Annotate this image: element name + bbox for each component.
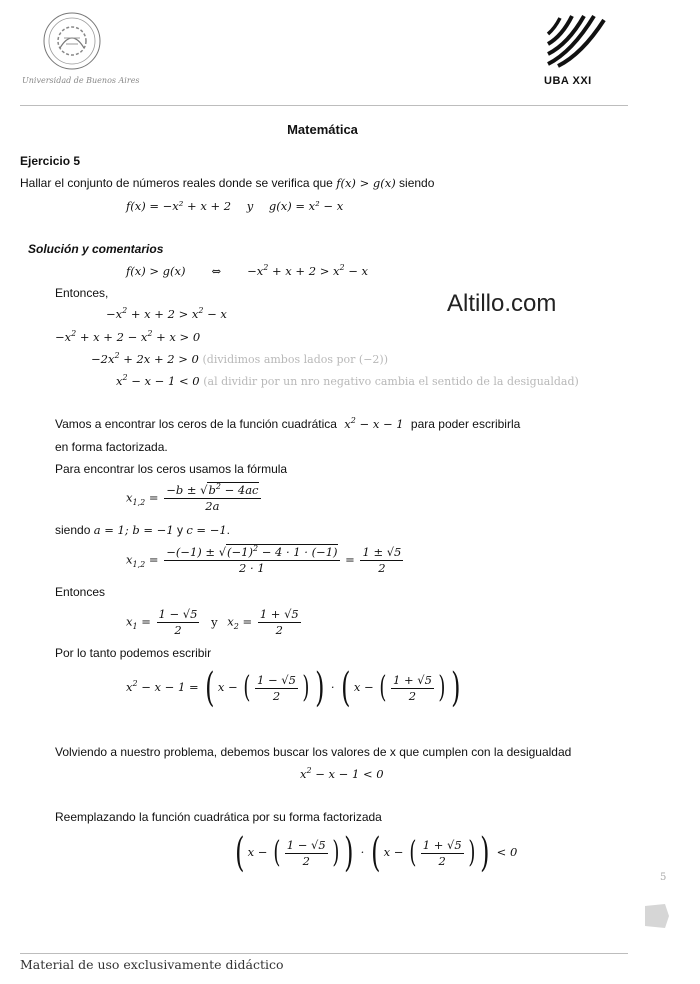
brand-label: UBA XXI bbox=[544, 75, 592, 87]
connector-y: y bbox=[246, 199, 254, 213]
roots: $x_1$ = $\frac{1 - √5}{2}$ y $x_2$ = $\frac{1 + √5}{2}$ bbox=[126, 607, 299, 637]
function-definitions bbox=[126, 199, 343, 213]
entonces-label-1: Entonces, bbox=[55, 286, 109, 300]
footer-text: Material de uso exclusivamente didáctico bbox=[20, 957, 284, 972]
watermark: Altillo.com bbox=[447, 290, 557, 317]
paragraph-zeros: Vamos a encontrar los ceros de la función cuadrática $x^2 - x - 1$ para poder escribirla bbox=[55, 416, 521, 431]
paragraph-formula: Para encontrar los ceros usamos la fórmula bbox=[55, 462, 288, 476]
coefficients-line: siendo a = 1; b = −1 y c = −1. bbox=[55, 523, 230, 537]
header-divider bbox=[20, 105, 628, 106]
factorized-form: $x^2 - x - 1$ = ( x − ( $\frac{1 - √5}{2}$ ) ) · ( x − ( $\frac{1 + √5}{2}$ ) ) bbox=[126, 665, 461, 711]
paragraph-zeros-end: para poder escribirla bbox=[410, 417, 521, 431]
exercise-title: Ejercicio 5 bbox=[20, 154, 81, 168]
paragraph-zeros-start: Vamos a encontrar los ceros de la función cuadrática bbox=[55, 417, 337, 431]
exercise-statement bbox=[20, 176, 434, 190]
volviendo-paragraph: Volviendo a nuestro problema, debemos buscar los valores de x que cumplen con la desigualdad bbox=[55, 745, 572, 759]
page-tab-icon bbox=[643, 902, 671, 935]
page-number: 5 bbox=[660, 872, 667, 883]
entonces-label-2: Entonces bbox=[55, 585, 106, 599]
statement-inequality: f(x) > g(x) bbox=[336, 176, 396, 190]
reemplazando-paragraph: Reemplazando la función cuadrática por su forma factorizada bbox=[55, 810, 382, 824]
uba-xxi-logo bbox=[544, 14, 610, 86]
note-flip-sign: (al dividir por un nro negativo cambia el sentido de la desigualdad) bbox=[203, 375, 579, 388]
statement-prefix: Hallar el conjunto de números reales donde se verifica que bbox=[20, 176, 333, 190]
siendo-label: siendo bbox=[55, 523, 91, 537]
step-3: $-2x^2 + 2x + 2 > 0$ (dividimos ambos lados por (−2)) bbox=[91, 351, 389, 366]
factorized-inequality: ( x − ( $\frac{1 - √5}{2}$ ) ) · ( x − ( $\frac{1 + √5}{2}$ ) ) < 0 bbox=[235, 830, 518, 876]
g-definition: g(x) = x² − x bbox=[268, 199, 344, 213]
equivalence-line: f(x) > g(x) ⇔ $-x^2 + x + 2 > x^2 - x$ bbox=[126, 263, 369, 278]
quadratic-formula-evaluated: $x_{1,2}$ = $\frac{-(-1) \pm √(-1)^2 - 4 \cdot 1 \cdot (-1)}{2 \cdot 1}$ = $\frac{1 \pm √5}{2}$ bbox=[126, 544, 402, 575]
statement-suffix: siendo bbox=[399, 176, 435, 190]
university-label: Universidad de Buenos Aires bbox=[22, 76, 140, 85]
solution-heading: Solución y comentarios bbox=[28, 242, 164, 256]
target-inequality: $x^2 - x - 1 < 0$ bbox=[300, 766, 384, 781]
note-divide: (dividimos ambos lados por (−2)) bbox=[202, 353, 389, 366]
quadratic-formula: $x_{1,2}$ = $\frac{-b \pm √b^2 - 4ac}{2a}$ bbox=[126, 482, 259, 513]
f-definition: f(x) = −x² + x + 2 bbox=[126, 199, 232, 213]
paragraph-factorized: en forma factorizada. bbox=[55, 440, 168, 454]
step-4: $x^2 - x - 1 < 0$ (al dividir por un nro negativo cambia el sentido de la desigualdad) bbox=[116, 373, 579, 388]
footer-divider bbox=[20, 953, 628, 954]
por-lo-tanto-label: Por lo tanto podemos escribir bbox=[55, 646, 212, 660]
page-title: Matemática bbox=[287, 122, 358, 137]
university-seal-logo bbox=[22, 10, 140, 85]
step-1: $-x^2 + x + 2 > x^2 - x$ bbox=[106, 306, 227, 321]
step-2: $-x^2 + x + 2 - x^2 + x > 0$ bbox=[55, 329, 201, 344]
